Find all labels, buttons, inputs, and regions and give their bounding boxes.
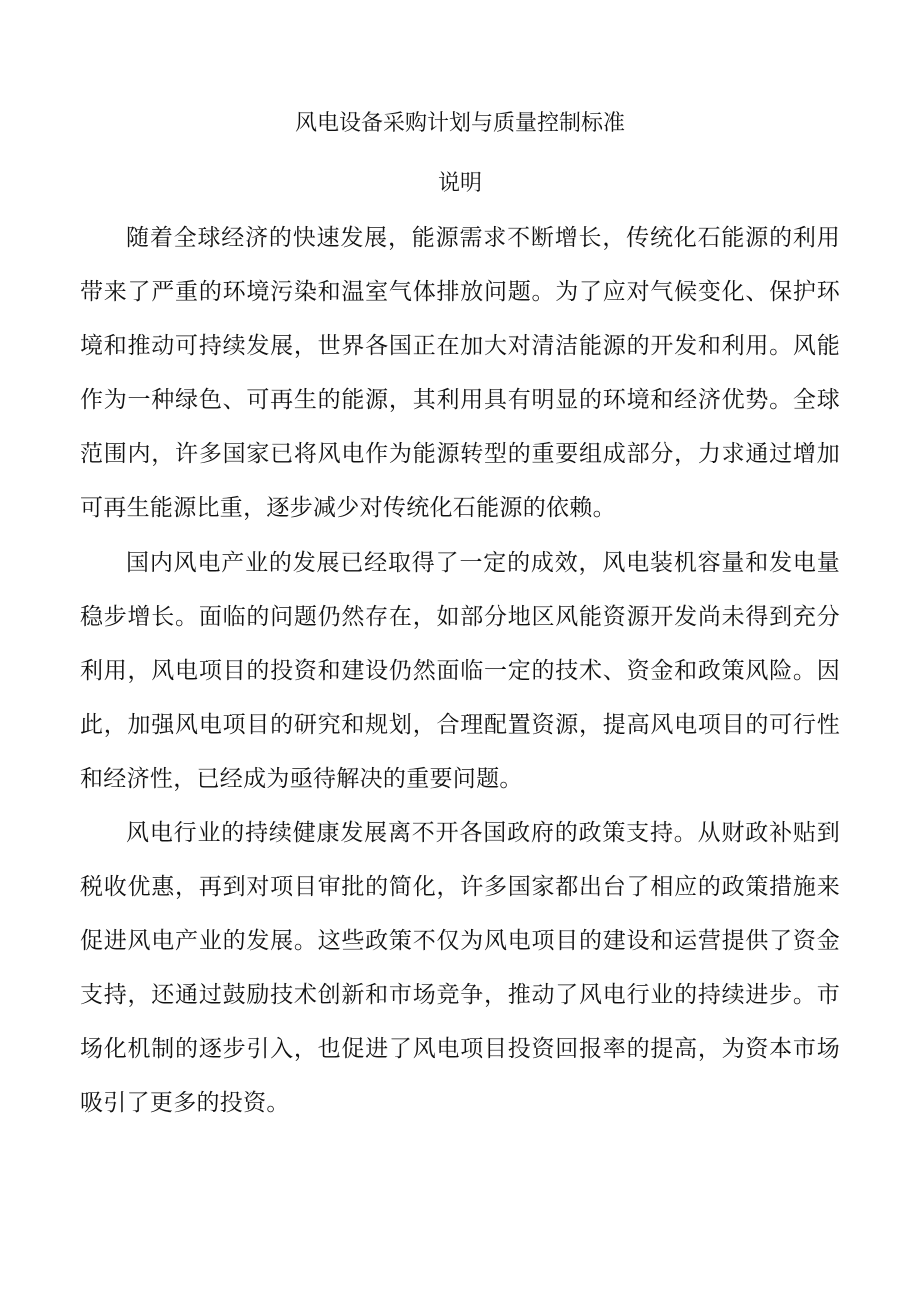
paragraph-1: 随着全球经济的快速发展，能源需求不断增长，传统化石能源的利用带来了严重的环境污染和温室气体排放问题。为了应对气候变化、保护环境和推动可持续发展，世界各国正在加大对清洁能源的开发和利用。风能作为一种绿色、可再生的能源，其利用具有明显的环境和经济优势。全球范围内，许多国家已将风电作为能源转型的重要组成部分，力求通过增加可再生能源比重，逐步减少对传统化石能源的依赖。 xyxy=(80,225,840,521)
paragraph-2: 国内风电产业的发展已经取得了一定的成效，风电装机容量和发电量稳步增长。面临的问题仍然存在，如部分地区风能资源开发尚未得到充分利用，风电项目的投资和建设仍然面临一定的技术、资金和政策风险。因此，加强风电项目的研究和规划，合理配置资源，提高风电项目的可行性和经济性，已经成为亟待解决的重要问题。 xyxy=(80,550,840,792)
section-heading: 说明 xyxy=(437,171,482,196)
document-title: 风电设备采购计划与质量控制标准 xyxy=(294,111,625,136)
paragraph-3: 风电行业的持续健康发展离不开各国政府的政策支持。从财政补贴到税收优惠，再到对项目审批的简化，许多国家都出台了相应的政策措施来促进风电产业的发展。这些政策不仅为风电项目的建设和运营提供了资金支持，还通过鼓励技术创新和市场竞争，推动了风电行业的持续进步。市场化机制的逐步引入，也促进了风电项目投资回报率的提高，为资本市场吸引了更多的投资。 xyxy=(80,820,840,1116)
